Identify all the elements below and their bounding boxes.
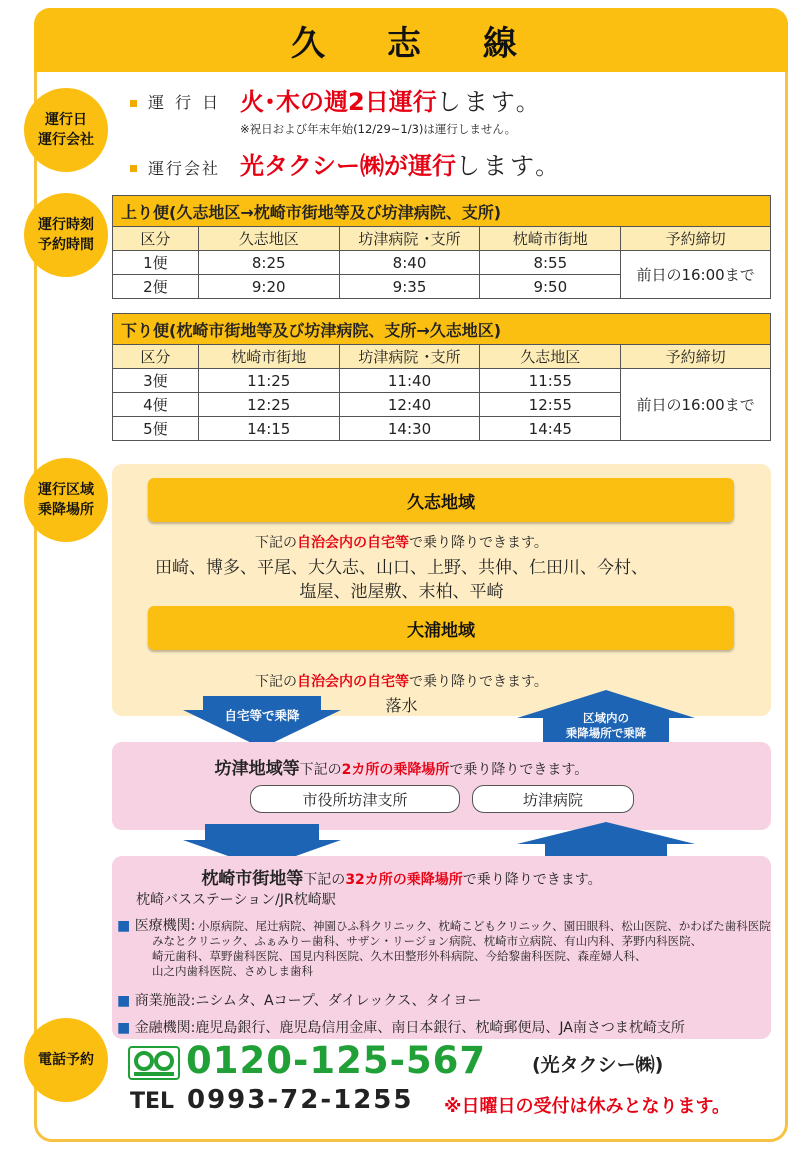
stop-bonotsu-branch: 市役所坊津支所 (250, 785, 460, 813)
up-arrow-label: 区域内の 乗降場所で乗降 (565, 711, 647, 740)
col-header: 枕崎市街地 (198, 345, 339, 369)
medical-line-2: みなとクリニック、ふぁみりー歯科、サザン・リージョン病院、枕崎市立病院、有山内科、茅野内科医院、 (152, 934, 703, 948)
deadline-cell: 前日の16:00まで (621, 251, 771, 299)
oura-desc: 下記の自治会内の自宅等で乗り降りできます。 (255, 674, 548, 690)
phone-company: (光タクシー㈱) (532, 1054, 664, 1076)
col-header: 坊津病院 ･支所 (339, 227, 480, 251)
table-row: 4便 12:25 12:40 12:55 (113, 393, 771, 417)
makurazaki-desc: 枕崎市街地等下記の32カ所の乗降場所で乗り降りできます。 (201, 869, 602, 889)
table-row: 5便 14:15 14:30 14:45 (113, 417, 771, 441)
outbound-timetable (112, 313, 771, 441)
title-bar (34, 8, 788, 72)
col-header: 坊津病院 ･支所 (339, 345, 480, 369)
badge-timetable: 運行時刻 予約時間 (24, 193, 108, 277)
medical-line-4: 山之内歯科医院、さめしま歯科 (152, 964, 313, 978)
oura-title: 大浦地域 (148, 606, 734, 650)
square-bullet-icon: ■ (117, 918, 131, 934)
table-row: 1便 8:25 8:40 8:55 前日の16:00まで (113, 251, 771, 275)
freedial-icon (128, 1046, 180, 1080)
down-arrow-label: 自宅等で乗降 (224, 708, 300, 723)
kushi-places-1: 田崎、博多、平尾、大久志、山口、上野、共伸、仁田川、今村、 (155, 558, 648, 578)
table-row: 2便 9:20 9:35 9:50 (113, 275, 771, 299)
outbound-header: 下り便(枕崎市街地等及び坊津病院、支所→久志地区) (113, 314, 771, 345)
deadline-cell: 前日の16:00まで (621, 369, 771, 441)
commercial-row: ■ 商業施設:ニシムタ、Aコープ、ダイレックス、タイヨー (117, 993, 482, 1009)
badge-area: 運行区域 乗降場所 (24, 458, 108, 542)
stop-bonotsu-hospital: 坊津病院 (472, 785, 634, 813)
col-header: 久志地区 (198, 227, 339, 251)
square-bullet-icon: ■ (117, 1020, 131, 1036)
bullet-icon (130, 100, 137, 107)
table-row: 3便 11:25 11:40 11:55 前日の16:00まで (113, 369, 771, 393)
col-header: 区分 (113, 345, 199, 369)
col-header: 久志地区 (480, 345, 621, 369)
kushi-title: 久志地域 (148, 478, 734, 522)
col-header: 区分 (113, 227, 199, 251)
bullet-icon (130, 165, 137, 172)
inbound-header: 上り便(久志地区→枕崎市街地等及び坊津病院、支所) (113, 196, 771, 227)
medical-line-3: 崎元歯科、草野歯科医院、国見内科医院、久木田整形外科病院、今給黎歯科医院、森産婦人科、 (152, 949, 647, 963)
col-header: 枕崎市街地 (480, 227, 621, 251)
kushi-places-2: 塩屋、池屋敷、末柏、平崎 (299, 582, 504, 602)
operation-day-note: ※祝日および年末年始(12/29~1/3)は運行しません。 (240, 122, 517, 136)
makurazaki-station: 枕崎バスステーション/JR枕崎駅 (136, 892, 336, 908)
operation-company-label: 運行会社 (148, 159, 221, 178)
freedial-number[interactable]: 0120-125-567 (186, 1039, 487, 1082)
operation-day-text: 火･木の週2日運行します。 (240, 88, 543, 116)
operation-day-label: 運 行 日 (148, 93, 222, 112)
phone-note: ※日曜日の受付は休みとなります。 (444, 1096, 731, 1117)
square-bullet-icon: ■ (117, 993, 131, 1009)
operation-company-text: 光タクシー㈱が運行します。 (240, 152, 563, 180)
kushi-desc: 下記の自治会内の自宅等で乗り降りできます。 (255, 535, 548, 551)
page-title: 久 志 線 (291, 23, 531, 64)
inbound-timetable (112, 195, 771, 299)
tel-number[interactable]: 0993-72-1255 (187, 1085, 414, 1115)
badge-operation: 運行日 運行会社 (24, 88, 108, 172)
col-header: 予約締切 (621, 227, 771, 251)
bonotsu-desc: 坊津地域等下記の2カ所の乗降場所で乗り降りできます。 (214, 759, 589, 779)
tel-label: TEL (130, 1089, 175, 1114)
oura-places: 落水 (385, 696, 418, 715)
col-header: 予約締切 (621, 345, 771, 369)
finance-row: ■ 金融機関:鹿児島銀行、鹿児島信用金庫、南日本銀行、枕崎郵便局、JA南さつま枕崎支所 (117, 1020, 685, 1036)
medical-row: ■ 医療機関: (117, 918, 196, 934)
medical-line-1: 小原病院、尾辻病院、神園ひふ科クリニック、枕崎こどもクリニック、園田眼科、松山医院、かわばた歯科医院 (198, 919, 771, 933)
badge-phone: 電話予約 (24, 1018, 108, 1102)
